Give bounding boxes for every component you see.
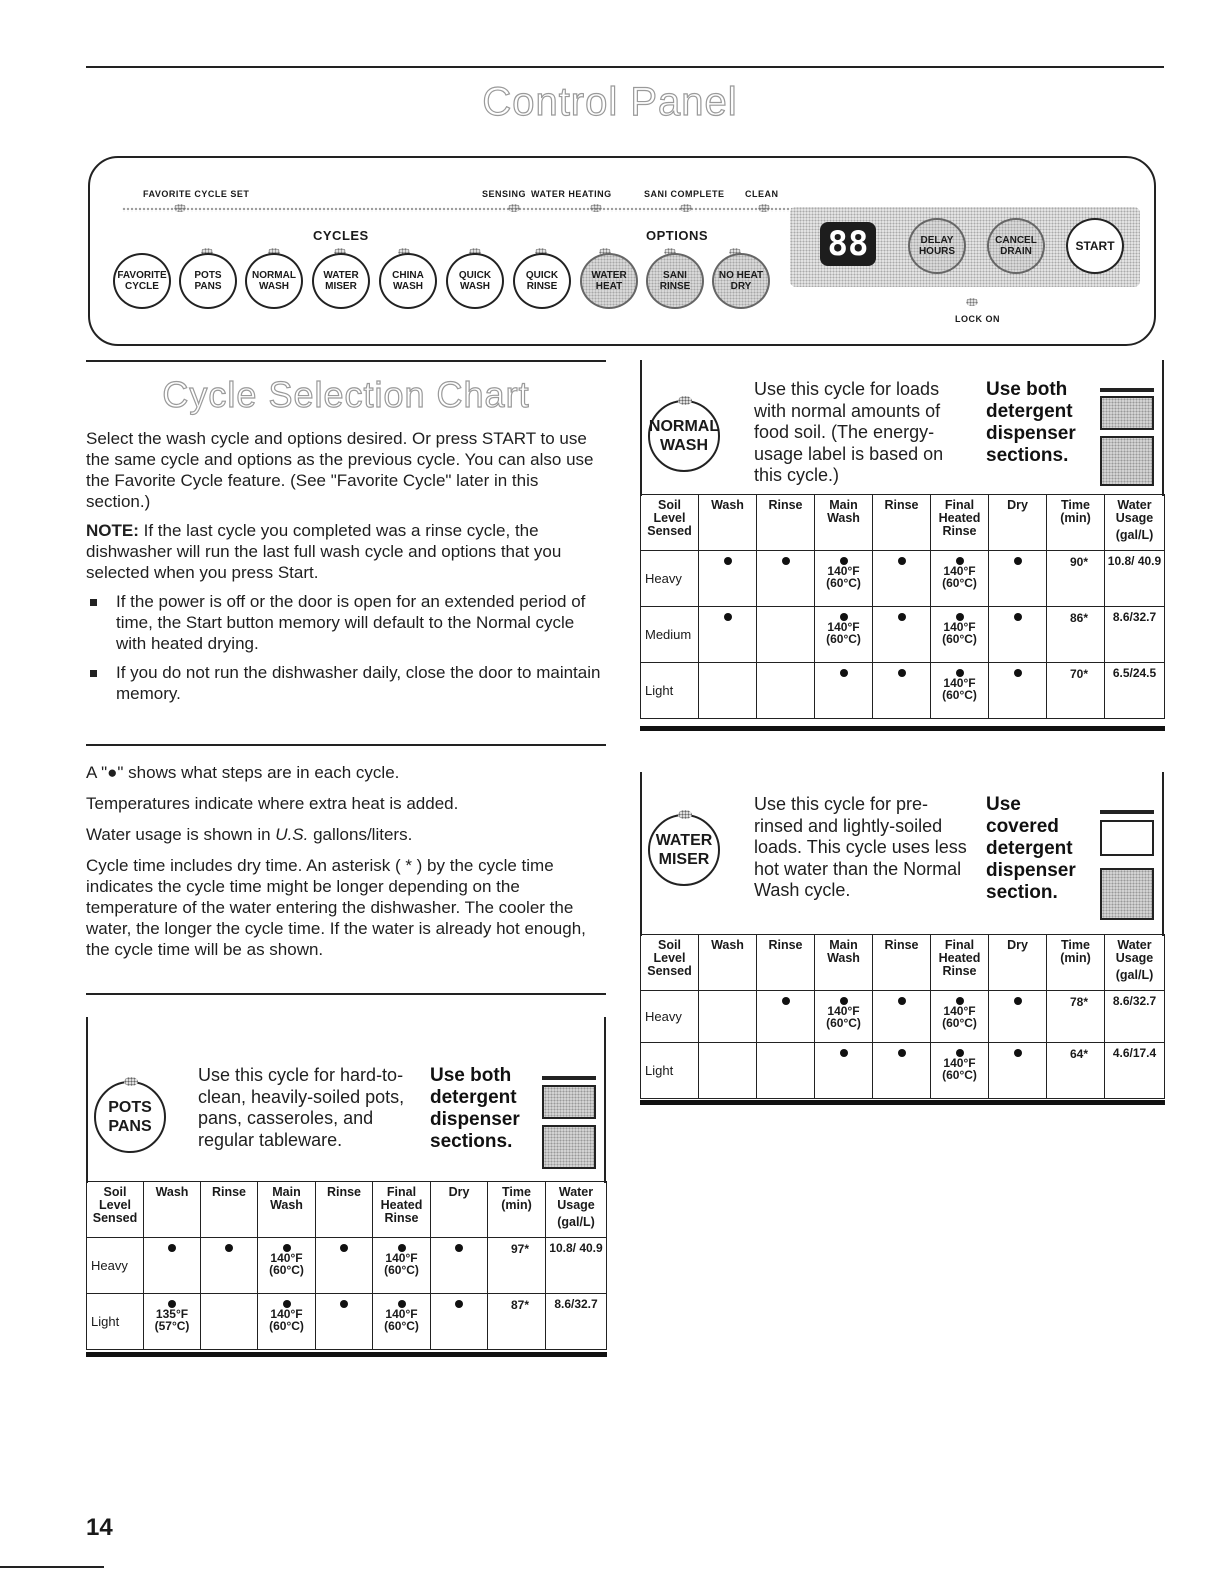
step-dot: [1014, 557, 1022, 565]
sensing-label: SENSING: [482, 189, 527, 199]
note-label: NOTE:: [86, 521, 139, 540]
normal-wash-description: Use this cycle for loads with normal amounts of food soil. (The energy-usage label is based on this cycle.): [754, 379, 944, 485]
favorite-cycle-button[interactable]: FAVORITE CYCLE: [113, 253, 171, 309]
step-dot: [168, 1244, 176, 1252]
clean-label: CLEAN: [745, 189, 779, 199]
table-row: [87, 1294, 607, 1350]
sani-complete-indicator-light: [680, 204, 692, 212]
water-miser-cycle-icon: [648, 814, 720, 886]
col-rinse: Rinse: [757, 935, 815, 991]
sani-complete-label: SANI COMPLETE: [644, 189, 725, 199]
water-header: Water Usage: [557, 1185, 595, 1212]
water-cell: [1105, 1043, 1165, 1099]
water-heating-label: WATER HEATING: [531, 189, 612, 199]
block-bottom-bar: [640, 1100, 1165, 1105]
water-text: 8.6/32.7: [1112, 994, 1157, 1008]
pots-pans-detergent-note: Use both detergent dispenser sections.: [430, 1065, 520, 1152]
final-rinse-cell: [373, 1238, 431, 1294]
left-mid-rule: [86, 744, 606, 746]
temp-text: 135°F (57°C): [154, 1307, 190, 1333]
rinse-2-cell: [873, 1043, 931, 1099]
quick-rinse-button[interactable]: QUICK RINSE: [513, 253, 571, 309]
final-rinse-cell: [931, 607, 989, 663]
wash-cell: [699, 551, 757, 607]
main-wash-cell: [815, 551, 873, 607]
water-text: 10.8/ 40.9: [1107, 554, 1162, 568]
temp-text: 140°F (60°C): [269, 1307, 304, 1333]
rinse-cell: [757, 663, 815, 719]
time-text: 70*: [1069, 667, 1088, 681]
water-cell: [1105, 607, 1165, 663]
water-text: 4.6/17.4: [1112, 1046, 1157, 1060]
no-heat-dry-button[interactable]: NO HEAT DRY: [712, 253, 770, 309]
dry-cell: [989, 663, 1047, 719]
temp-text: 140°F (60°C): [942, 620, 977, 646]
rinse-cell: [201, 1238, 258, 1294]
normal-wash-block: [640, 360, 1164, 734]
col-dry: Dry: [431, 1182, 488, 1238]
covered-dispenser-icon: [1100, 820, 1154, 856]
time-text: 87*: [510, 1298, 529, 1312]
wash-cell: [699, 991, 757, 1043]
wash-cell: [699, 1043, 757, 1099]
main-wash-cell: [815, 607, 873, 663]
time-cell: [1047, 1043, 1105, 1099]
page-title: Control Panel: [482, 80, 738, 124]
normal-wash-table: [640, 494, 1165, 719]
water-miser-block: [640, 772, 1164, 1108]
lock-on-label: LOCK ON: [955, 314, 1000, 324]
page-number: 14: [86, 1514, 113, 1541]
rinse-cell: [201, 1294, 258, 1350]
rinse-cell: [757, 607, 815, 663]
col-rinse: Rinse: [201, 1182, 258, 1238]
final-rinse-cell: [931, 551, 989, 607]
temp-text: 140°F (60°C): [384, 1251, 419, 1277]
temp-text: 140°F (60°C): [942, 1004, 977, 1030]
dispenser-top-lines: [542, 1076, 596, 1080]
pots-pans-block: [86, 1017, 606, 1362]
legend-time-note: Cycle time includes dry time. An asterisk ( * ) by the cycle time indicates the cycle time might be longer depending on the temperature of the water entering the dishwasher. The cooler the water, the longer the cycle time. If the water is already hot enough, the cycle time will be as shown.: [86, 856, 586, 959]
dry-cell: [989, 607, 1047, 663]
water-cell: [1105, 551, 1165, 607]
table-row: [641, 663, 1165, 719]
col-wash: Wash: [699, 495, 757, 551]
normal-wash-cycle-icon: [648, 400, 720, 472]
left-top-rule: [86, 360, 606, 362]
pots-pans-description: Use this cycle for hard-to-clean, heavily-soiled pots, pans, casseroles, and regular tableware.: [198, 1065, 405, 1150]
step-dot: [455, 1300, 463, 1308]
clean-indicator-light: [758, 204, 770, 212]
level-cell: Light: [87, 1294, 144, 1350]
block-left-border: [640, 360, 642, 496]
delay-hours-button[interactable]: DELAY HOURS: [908, 218, 966, 274]
water-unit: (gal/L): [1115, 968, 1154, 982]
rinse-2-cell: [316, 1238, 373, 1294]
wash-cell: [699, 663, 757, 719]
water-heating-indicator-light: [590, 204, 602, 212]
water-miser-table: [640, 934, 1165, 1099]
temp-text: 140°F (60°C): [826, 564, 861, 590]
legend-water-c: gallons/liters.: [308, 825, 413, 844]
rinse-cell: [757, 1043, 815, 1099]
lock-on-indicator-light: [966, 298, 978, 306]
pre-wash-dispenser-icon: [1100, 396, 1154, 430]
col-rinse-2: Rinse: [873, 495, 931, 551]
final-rinse-cell: [931, 1043, 989, 1099]
level-cell: Heavy: [641, 991, 699, 1043]
water-unit: (gal/L): [557, 1215, 595, 1229]
water-miser-icon-label: WATER MISER: [655, 832, 713, 868]
block-bottom-bar: [86, 1352, 607, 1357]
temp-text: 140°F (60°C): [942, 676, 977, 702]
step-dot: [1014, 1049, 1022, 1057]
table-row: [87, 1238, 607, 1294]
bullet-item: If the power is off or the door is open for an extended period of time, the Start button memory will default to the Normal cycle with heated drying.: [86, 591, 606, 654]
rinse-2-cell: [873, 607, 931, 663]
level-cell: Heavy: [641, 551, 699, 607]
main-wash-cell: [258, 1238, 316, 1294]
water-cell: [546, 1294, 607, 1350]
intro-text: [86, 428, 606, 712]
col-final-rinse: Final Heated Rinse: [373, 1182, 431, 1238]
col-main-wash: Main Wash: [258, 1182, 316, 1238]
header-row: [641, 935, 1165, 991]
time-text: 86*: [1069, 611, 1088, 625]
step-dot: [840, 1049, 848, 1057]
water-header: Water Usage: [1115, 498, 1154, 525]
col-main-wash: Main Wash: [815, 495, 873, 551]
rinse-cell: [757, 991, 815, 1043]
legend-water-b: U.S.: [275, 825, 309, 844]
water-heat-button[interactable]: WATER HEAT: [580, 253, 638, 309]
china-wash-button[interactable]: CHINA WASH: [379, 253, 437, 309]
main-wash-dispenser-icon: [542, 1125, 596, 1169]
intro-paragraph: Select the wash cycle and options desired. Or press START to use the same cycle and options as the previous cycle. You can also use the Favorite Cycle feature. (See "Favorite Cycle" later in this section.): [86, 429, 594, 511]
water-miser-detergent-note: Use covered detergent dispenser section.: [986, 794, 1076, 903]
col-water: [1105, 495, 1165, 551]
rinse-2-cell: [873, 663, 931, 719]
wash-cell: [144, 1238, 201, 1294]
pots-pans-icon-light: [124, 1077, 138, 1086]
block-left-border: [640, 772, 642, 936]
water-miser-icon-light: [678, 810, 692, 819]
step-dot: [782, 557, 790, 565]
rinse-2-cell: [873, 551, 931, 607]
wash-cell: [699, 607, 757, 663]
time-cell: [1047, 607, 1105, 663]
table-row: [641, 991, 1165, 1043]
cycles-heading: CYCLES: [313, 228, 369, 243]
cycle-selection-chart-title: Cycle Selection Chart: [162, 374, 530, 415]
pots-pans-icon-label: POTS PANS: [108, 1099, 152, 1135]
normal-wash-button[interactable]: NORMAL WASH: [245, 253, 303, 309]
block-left-border: [86, 1017, 88, 1183]
temp-text: 140°F (60°C): [826, 620, 861, 646]
temp-text: 140°F (60°C): [269, 1251, 304, 1277]
wash-cell: [144, 1294, 201, 1350]
dry-cell: [431, 1294, 488, 1350]
col-soil: Soil Level Sensed: [641, 935, 699, 991]
step-dot: [340, 1300, 348, 1308]
temp-text: 140°F (60°C): [942, 564, 977, 590]
normal-wash-icon-light: [678, 396, 692, 405]
step-dot: [225, 1244, 233, 1252]
col-rinse-2: Rinse: [873, 935, 931, 991]
water-header: Water Usage: [1115, 938, 1154, 965]
bullet-item: If you do not run the dishwasher daily, close the door to maintain memory.: [86, 662, 606, 704]
block-right-border: [604, 1017, 606, 1183]
digital-display: 88: [820, 222, 876, 266]
temp-text: 140°F (60°C): [826, 1004, 861, 1030]
step-dot: [724, 613, 732, 621]
normal-wash-detergent-note: Use both detergent dispenser sections.: [986, 379, 1076, 466]
col-water: [546, 1182, 607, 1238]
step-dot: [898, 557, 906, 565]
legend-temperature-note: Temperatures indicate where extra heat is added.: [86, 794, 459, 813]
col-soil: Soil Level Sensed: [87, 1182, 144, 1238]
step-dot: [898, 669, 906, 677]
footer-rule: [0, 1566, 104, 1568]
col-soil: Soil Level Sensed: [641, 495, 699, 551]
water-text: 6.5/24.5: [1112, 666, 1157, 680]
step-dot: [898, 997, 906, 1005]
rinse-2-cell: [316, 1294, 373, 1350]
step-dot: [782, 997, 790, 1005]
col-dry: Dry: [989, 935, 1047, 991]
col-time: Time (min): [1047, 495, 1105, 551]
table-row: [641, 607, 1165, 663]
col-wash: Wash: [699, 935, 757, 991]
time-cell: [1047, 551, 1105, 607]
pots-pans-table: [86, 1181, 607, 1350]
table-row: [641, 1043, 1165, 1099]
water-text: 8.6/32.7: [554, 1297, 598, 1311]
time-cell: [488, 1238, 546, 1294]
pots-pans-cycle-icon: [94, 1081, 166, 1153]
cancel-drain-button[interactable]: CANCEL DRAIN: [987, 218, 1045, 274]
time-text: 90*: [1069, 555, 1088, 569]
dry-cell: [989, 551, 1047, 607]
main-wash-cell: [815, 991, 873, 1043]
step-dot: [1014, 613, 1022, 621]
legend-text: [86, 762, 606, 968]
favorite-cycle-set-label: FAVORITE CYCLE SET: [143, 189, 250, 199]
dry-cell: [989, 1043, 1047, 1099]
level-cell: Light: [641, 663, 699, 719]
water-text: 8.6/32.7: [1112, 610, 1157, 624]
final-rinse-cell: [373, 1294, 431, 1350]
level-cell: Light: [641, 1043, 699, 1099]
level-cell: Heavy: [87, 1238, 144, 1294]
step-dot: [724, 557, 732, 565]
water-miser-description: Use this cycle for pre-rinsed and lightly-soiled loads. This cycle uses less hot water than the Normal Wash cycle.: [754, 794, 967, 900]
col-wash: Wash: [144, 1182, 201, 1238]
left-bottom-rule: [86, 993, 606, 995]
legend-dot-note: A "●" shows what steps are in each cycle.: [86, 763, 400, 782]
top-rule: [86, 66, 1164, 68]
start-button[interactable]: START: [1066, 218, 1124, 274]
open-dispenser-icon: [1100, 868, 1154, 920]
header-row: [641, 495, 1165, 551]
main-wash-cell: [815, 663, 873, 719]
col-rinse-2: Rinse: [316, 1182, 373, 1238]
step-dot: [340, 1244, 348, 1252]
options-heading: OPTIONS: [646, 228, 709, 243]
note-paragraph: [86, 520, 606, 583]
col-time: Time (min): [1047, 935, 1105, 991]
final-rinse-cell: [931, 991, 989, 1043]
sensing-indicator-light: [508, 204, 520, 212]
quick-wash-button[interactable]: QUICK WASH: [446, 253, 504, 309]
block-right-border: [1162, 772, 1164, 936]
header-row: [87, 1182, 607, 1238]
pre-wash-dispenser-icon: [542, 1085, 596, 1119]
time-cell: [1047, 991, 1105, 1043]
water-cell: [546, 1238, 607, 1294]
main-wash-dispenser-icon: [1100, 436, 1154, 486]
pots-pans-button[interactable]: POTS PANS: [179, 253, 237, 309]
rinse-cell: [757, 551, 815, 607]
rinse-2-cell: [873, 991, 931, 1043]
dry-cell: [431, 1238, 488, 1294]
favorite-indicator-light: [174, 204, 186, 212]
time-text: 78*: [1069, 995, 1088, 1009]
temp-text: 140°F (60°C): [942, 1056, 977, 1082]
temp-text: 140°F (60°C): [384, 1307, 419, 1333]
level-cell: Medium: [641, 607, 699, 663]
time-text: 64*: [1069, 1047, 1088, 1061]
legend-water-a: Water usage is shown in: [86, 825, 276, 844]
water-unit: (gal/L): [1115, 528, 1154, 542]
step-dot: [898, 613, 906, 621]
block-right-border: [1162, 360, 1164, 496]
col-final-rinse: Final Heated Rinse: [931, 935, 989, 991]
time-cell: [488, 1294, 546, 1350]
col-dry: Dry: [989, 495, 1047, 551]
legend-water-note: [86, 824, 606, 845]
col-main-wash: Main Wash: [815, 935, 873, 991]
water-cell: [1105, 991, 1165, 1043]
normal-wash-icon-label: NORMAL WASH: [648, 418, 720, 454]
step-dot: [898, 1049, 906, 1057]
step-dot: [1014, 669, 1022, 677]
block-bottom-bar: [640, 726, 1165, 731]
col-time: Time (min): [488, 1182, 546, 1238]
final-rinse-cell: [931, 663, 989, 719]
dry-cell: [989, 991, 1047, 1043]
main-wash-cell: [815, 1043, 873, 1099]
col-final-rinse: Final Heated Rinse: [931, 495, 989, 551]
water-cell: [1105, 663, 1165, 719]
water-text: 10.8/ 40.9: [549, 1241, 603, 1255]
col-rinse: Rinse: [757, 495, 815, 551]
table-row: [641, 551, 1165, 607]
water-miser-button[interactable]: WATER MISER: [312, 253, 370, 309]
time-text: 97*: [510, 1242, 529, 1256]
step-dot: [840, 669, 848, 677]
dispenser-top-lines: [1100, 388, 1154, 392]
step-dot: [455, 1244, 463, 1252]
main-wash-cell: [258, 1294, 316, 1350]
step-dot: [1014, 997, 1022, 1005]
note-text: If the last cycle you completed was a rinse cycle, the dishwasher will run the last full wash cycle and options that you selected when you press Start.: [86, 521, 562, 582]
time-cell: [1047, 663, 1105, 719]
dispenser-top-lines: [1100, 810, 1154, 814]
col-water: [1105, 935, 1165, 991]
sani-rinse-button[interactable]: SANI RINSE: [646, 253, 704, 309]
